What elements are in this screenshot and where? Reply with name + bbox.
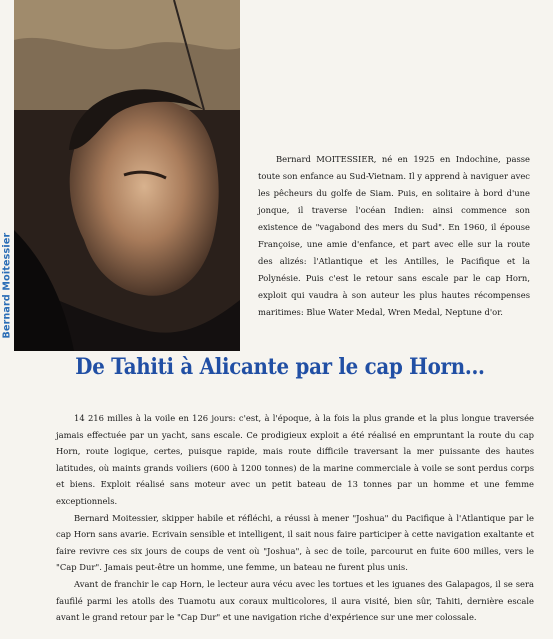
body-paragraph-1: 14 216 milles à la voile en 126 jours: c'est, à l'époque, à la fois la plus grande et la plus longue traversée jamais effectuée par un yacht, sans escale. Ce prodigieux exploit a été réalisé en empruntant la route du cap Horn, route logique, certes, puisque rapide, mais route difficile traversant la mer puissante des hautes latitudes, où maints grands voiliers (600 à 1200 tonnes) de la marine commerciale à voile se sont perdus corps et biens. Exploit réalisé sans moteur avec un petit bateau de 13 tonnes par un homme et une femme exceptionnels. [56, 413, 534, 506]
body-paragraph-3: Avant de franchir le cap Horn, le lecteur aura vécu avec les tortues et les iguanes des Galapagos, il se sera faufilé parmi les atolls des Tuamotu aux coraux multicolores, il aura visité, bien sûr, Tahiti, dernière escale avant le grand retour par le "Cap Dur" et une navigation riche d'expérience sur une mer colossale. [56, 578, 534, 623]
body-paragraph-2: Bernard Moitessier, skipper habile et réfléchi, a réussi à mener "Joshua" du Pacifique à l'Atlantique par le cap Horn sans avarie. Ecrivain sensible et intelligent, il sait nous faire participer à cette navigation exaltante et faire revivre ces six jours de coups de vent où "Joshua", à sec de toile, parcourut en fuite 600 milles, vers le "Cap Dur". Jamais peut-être un homme, une femme, un bateau ne furent plus unis. [56, 512, 534, 573]
portrait-illustration [14, 0, 240, 351]
author-bio [258, 151, 530, 321]
bio-paragraph: Bernard MOITESSIER, né en 1925 en Indochine, passe toute son enfance au Sud-Vietnam. Il y apprend à naviguer avec les pêcheurs du golfe de Siam. Puis, en solitaire à bord d'une jonque, il traverse l'océan Indien: ainsi commence son existence de "vagabond des mers du Sud". En 1960, il épouse Françoise, une amie d'enfance, et part avec elle sur la route des alizés: l'Atlantique et les Antilles, le Pacifique et la Polynésie. Puis c'est le retour sans escale par le cap Horn, exploit qui vaudra à son auteur les plus hautes récompenses maritimes: Blue Water Medal, Wren Medal, Neptune d'or. [258, 154, 530, 317]
author-photo [14, 0, 240, 351]
article-body [56, 410, 534, 626]
photo-caption: Bernard Moitessier [1, 232, 13, 339]
page-title: De Tahiti à Alicante par le cap Horn... [75, 354, 485, 380]
